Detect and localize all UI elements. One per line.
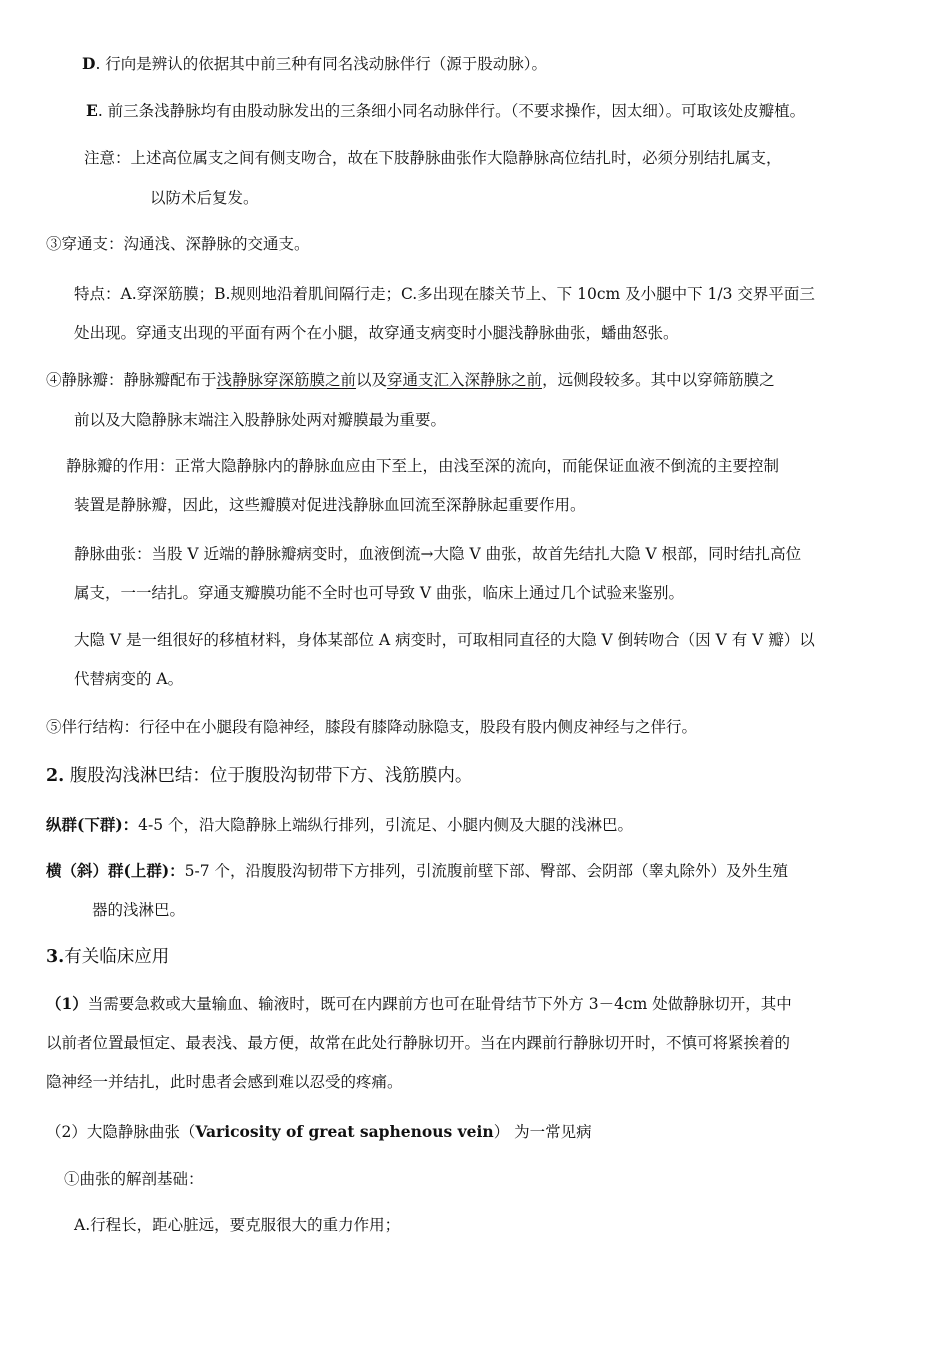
text-line [46,993,792,1015]
line-text: . 行向是辨认的依据其中前三种有同名浅动脉伴行（源于股动脉）。 [95,55,548,73]
text-line: ⑤伴行结构：行径中在小腿段有隐神经，膝段有膝降动脉隐支，股段有股内侧皮神经与之伴行。 [46,718,698,736]
section-heading [46,946,169,968]
text-line: 属支，一一结扎。穿通支瓣膜功能不全时也可导致 V 曲张，临床上通过几个试验来鉴别。 [74,584,685,602]
line-text: ④静脉瓣：静脉瓣配布于 [46,371,217,389]
underlined-text: 浅静脉穿深筋膜之前 [216,371,357,389]
text-line: 代替病变的 A。 [74,670,184,688]
text-line: 以前者位置最恒定、最表浅、最方便，故常在此处行静脉切开。当在内踝前行静脉切开时，不慎可将紧挨着的 [46,1034,791,1052]
line-text: 大隐静脉曲张（ [86,1123,196,1141]
group-label: 横（斜）群(上群)： [46,861,185,880]
text-line [46,369,775,391]
line-text: ，远侧段较多。其中以穿筛筋膜之 [542,371,775,389]
underlined-text: 穿通支汇入深静脉之前 [387,371,543,389]
line-text: 当需要急救或大量输血、输液时，既可在内踝前方也可在耻骨结节下外方 3－4cm 处做静脉切开，其中 [87,995,792,1013]
text-line: 处出现。穿通支出现的平面有两个在小腿，故穿通支病变时小腿浅静脉曲张，蟠曲怒张。 [74,324,679,342]
group-label: 纵群(下群)： [46,815,139,834]
text-line: 隐神经一并结扎，此时患者会感到难以忍受的疼痛。 [46,1073,403,1091]
text-line: 装置是静脉瓣，因此，这些瓣膜对促进浅静脉血回流至深静脉起重要作用。 [74,496,586,514]
text-line: 器的浅淋巴。 [92,901,186,919]
heading-text: 腹股沟浅淋巴结：位于腹股沟韧带下方、浅筋膜内。 [64,766,473,786]
text-line [46,814,633,836]
line-text: 4-5 个，沿大隐静脉上端纵行排列，引流足、小腿内侧及大腿的浅淋巴。 [138,816,634,834]
section-heading [46,765,472,787]
item-letter: E [86,101,98,120]
line-text: ） 为一常见病 [493,1123,592,1141]
section-number: 2. [46,766,65,786]
text-line [82,53,547,75]
item-letter: D [82,54,96,73]
section-number: 3. [46,947,65,967]
text-line: 注意：上述高位属支之间有侧支吻合，故在下肢静脉曲张作大隐静脉高位结扎时，必须分别结扎属支， [84,149,782,167]
text-line: ③穿通支：沟通浅、深静脉的交通支。 [46,235,310,253]
text-line: A.行程长，距心脏远，要克服很大的重力作用； [74,1216,401,1234]
item-number: （2） [46,1123,87,1141]
text-line: ①曲张的解剖基础： [64,1170,204,1188]
line-text: 以及 [356,371,388,389]
line-text: . 前三条浅静脉均有由股动脉发出的三条细小同名动脉伴行。（不要求操作，因太细）。可取该处皮瓣植。 [97,102,806,120]
text-line [46,860,788,882]
text-line [86,100,805,122]
text-line: 前以及大隐静脉末端注入股静脉处两对瓣膜最为重要。 [74,411,447,429]
item-number: （1） [46,994,88,1013]
line-text: 5-7 个，沿腹股沟韧带下方排列，引流腹前壁下部、臀部、会阴部（睾丸除外）及外生殖 [184,862,789,880]
text-line: 大隐 V 是一组很好的移植材料，身体某部位 A 病变时，可取相同直径的大隐 V 倒转吻合（因 V 有 V 瓣）以 [74,631,815,649]
text-line: 静脉瓣的作用：正常大隐静脉内的静脉血应由下至上，由浅至深的流向，而能保证血液不倒流的主要控制 [66,457,780,475]
text-line [46,1121,592,1143]
english-term: Varicosity of great saphenous vein [195,1122,494,1141]
text-line: 特点：A.穿深筋膜；B.规则地沿着肌间隔行走；C.多出现在膝关节上、下 10cm 及小腿中下 1/3 交界平面三 [74,285,815,303]
text-line: 静脉曲张：当股 V 近端的静脉瓣病变时，血液倒流→大隐 V 曲张，故首先结扎大隐 V 根部，同时结扎高位 [74,545,802,563]
text-line: 以防术后复发。 [150,189,259,207]
heading-text: 有关临床应用 [64,947,170,967]
